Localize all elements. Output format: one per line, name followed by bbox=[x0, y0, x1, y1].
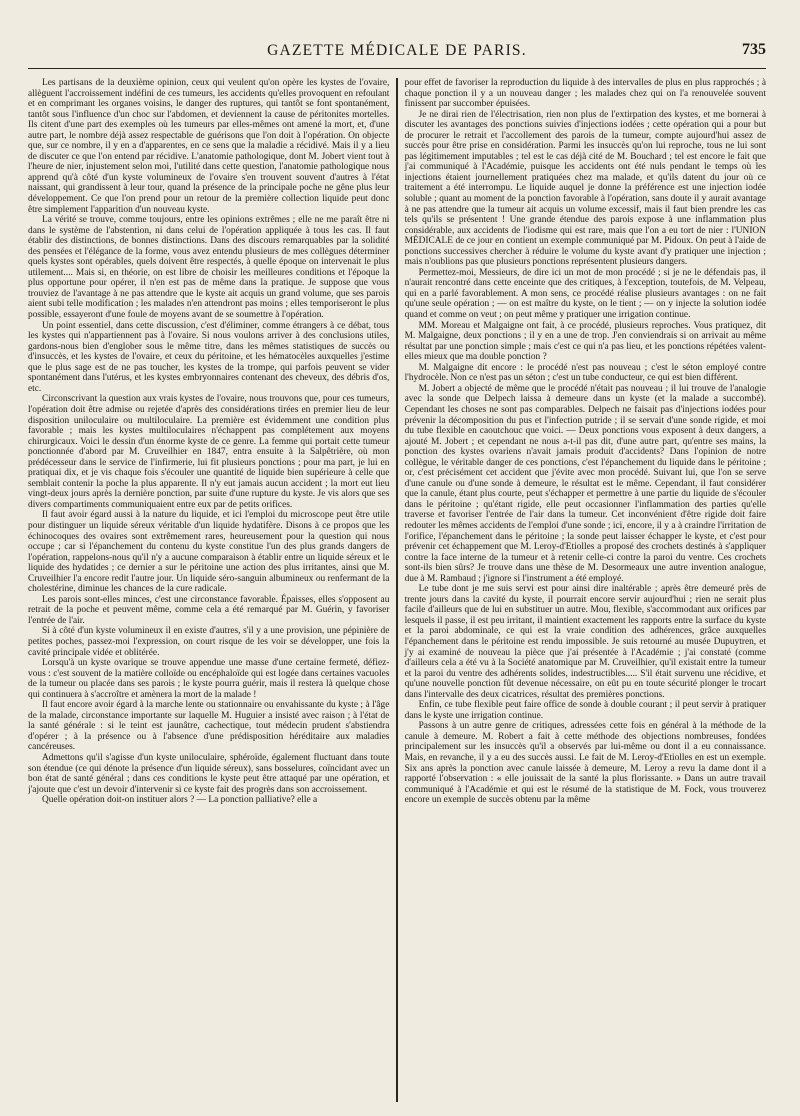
left-column bbox=[28, 78, 396, 1102]
right-column bbox=[398, 78, 766, 1102]
paragraph: M. Jobert a objecté de même que le procédé n'était pas nouveau ; il lui trouve de l'analogie avec la sonde que Delpech laissa à demeure dans un kyste (et la malade a succombé). Cependant les choses ne sont pas comparables. Delpech ne faisait pas d'injections iodées pour prévenir la décomposition du pus et l'infection putride ; il se servait d'une sonde rigide, et moi du tube flexible en caoutchouc que voici. — Deux ponctions vous exposent à deux dangers, a ajouté M. Jobert ; et cependant ne nous a-t-il pas dit, d'une autre part, qu'entre ses mains, la ponction des kystes ovariens n'avait jamais produit d'accidents? Dans l'opinion de notre collègue, le véritable danger de ces ponctions, c'est l'épanchement du liquide dans le péritoine ; or, c'est précisément cet accident que j'évite avec mon procédé. Suivant lui, que l'on se serve d'une canule ou d'une sonde à demeure, le résultat est le même. Cependant, il faut considérer que la canule, étant plus courte, peut s'échapper et permettre à une partie du liquide de s'écouler dans le péritoine ; qu'étant rigide, elle peut occasionner l'inflammation des parties qu'elle traverse et favoriser l'entrée de l'air dans la tumeur. Cet inconvénient d'être rigide doit faire redouter les mêmes accidents de l'emploi d'une sonde ; ici, encore, il y a à craindre l'irritation de l'orifice, l'épanchement dans le péritoine ; la sonde peut laisser échapper le kyste, et c'est pour prévenir cet échappement que M. Leroy-d'Etiolles a proposé des crochets destinés à s'appliquer contre la face interne de la tumeur et à retenir celle-ci contre la paroi du ventre. Ces crochets sont-ils bien sûrs? Je trouve dans une thèse de M. Desormeaux une autre invention analogue, due à M. Rambaud ; j'ignore si l'instrument a été employé. bbox=[404, 383, 766, 584]
paragraph: Passons à un autre genre de critiques, adressées cette fois en général à la méthode de la canule à demeure. M. Robert a fait à cette méthode des objections nombreuses, fondées principalement sur les insuccès qu'il a observés par lui-même ou dont il a eu connaissance. Mais, en revanche, il y a eu des succès aussi. Le fait de M. Leroy-d'Etiolles en est un exemple. Six ans après la ponction avec canule laissée à demeure, M. Leroy a revu la dame dont il a rapporté l'observation : « elle jouissait de la santé la plus florissante. » Dans un autre travail communiqué à l'Académie et qui est le résumé de la statistique de M. Fock, vous trouverez encore un exemple de succès obtenu par la même bbox=[404, 721, 766, 806]
running-title: GAZETTE MÉDICALE DE PARIS. bbox=[267, 42, 527, 59]
page-header bbox=[28, 36, 766, 69]
paragraph: Je ne dirai rien de l'électrisation, rien non plus de l'extirpation des kystes, et me bornerai à discuter les avantages des ponctions suivies d'injections iodées ; cette opération qui a pour but de procurer le retrait et l'accollement des parois de la tumeur, compte aujourd'hui assez de succès pour être prise en considération. Parmi les insuccès qu'on lui reproche, tous ne lui sont pas légitimement imputables ; tel est le cas déjà cité de M. Bouchard ; tel est encore le fait que j'ai communiqué à l'Académie, puisque les accidents ont été nuls pendant le temps où les injections étaient journellement pratiquées chez ma malade, et qu'ils datent du jour où ce traitement a été interrompu. Le liquide auquel je donne la préférence est une injection iodée soluble ; quant au moment de la ponction favorable à l'opération, sans doute il y aurait avantage à ne pas attendre que la tumeur ait acquis un volume excessif, mais il faut bien prendre les cas tels qu'ils se présentent ! Une grande étendue des parois expose à une inflammation plus considérable, aux accidents de l'iodisme qui est rare, mais que l'on a eu tort de nier : l'UNION MÉDICALE de ce jour en contient un exemple communiqué par M. Pidoux. On peut à l'aide de ponctions successives chercher à réduire le volume du kyste avant d'y pratiquer une injection ; mais n'oublions pas que plusieurs ponctions représentent plusieurs dangers. bbox=[404, 109, 766, 268]
paragraph: Lorsqu'à un kyste ovarique se trouve appendue une masse d'une certaine fermeté, défiez-vous : c'est souvent de la matière colloïde ou encéphaloïde qui est logée dans certaines vacuoles de la tumeur ou placée dans ses parois ; le kyste pourra guérir, mais il restera là quelque chose qui continuera à s'accroître et amènera la mort de la malade ! bbox=[28, 658, 390, 700]
paragraph: Quelle opération doit-on instituer alors ? — La ponction palliative? elle a bbox=[42, 795, 318, 806]
paragraph: Il faut encore avoir égard à la marche lente ou stationnaire ou envahissante du kyste ; à l'âge de la malade, circonstance importante sur laquelle M. Huguier a insisté avec raison ; à l'état de la santé générale : si le teint est jaunâtre, cachectique, tout médecin prudent s'abstiendra d'opérer ; à la présence ou à l'absence d'une prédisposition héréditaire aux maladies cancéreuses. bbox=[28, 700, 390, 753]
page-number: 735 bbox=[742, 41, 766, 58]
paragraph: Les partisans de la deuxième opinion, ceux qui veulent qu'on opère les kystes de l'ovaire, allèguent l'accroissement indéfini de ces tumeurs, les accidents qu'elles provoquent en refoulant et en comprimant les organes voisins, le danger des ruptures, qui tantôt se font spontanément, tantôt sous l'influence d'un choc sur l'abdomen, et deviennent la cause de péritonites mortelles. Ils citent d'une part des exemples où les tumeurs par elles-mêmes ont amené la mort, et, d'une autre part, le nombre déjà assez respectable de guérisons que l'on doit à l'opération. On objecte que, sur ce nombre, il y en a d'apparentes, en ce sens que la maladie a récidivé. Mais il y a lieu de discuter ce que l'on entend par récidive. L'anatomie pathologique, dont M. Jobert vient tout à l'heure de nier, injustement selon moi, l'utilité dans cette question, l'anatomie pathologique nous apprend qu'à côté d'un kyste volumineux de l'ovaire s'en trouvent souvent d'autres à l'état naissant, qui grandissent à leur tour, quand la présence de la principale poche ne gêne plus leur développement. Ce que l'on prend pour un retour de la première collection liquide peut donc être simplement l'apparition d'un nouveau kyste. bbox=[28, 78, 390, 215]
text-columns bbox=[28, 78, 766, 1102]
paragraph: Si à côté d'un kyste volumineux il en existe d'autres, s'il y a une provision, une pépinière de petites poches, passez-moi l'expression, on court risque de les voir se développer, une fois la cavité principale vidée et oblitérée. bbox=[28, 626, 390, 658]
paragraph: Admettons qu'il s'agisse d'un kyste uniloculaire, sphéroïde, également fluctuant dans toute son étendue (ce qui dénote la présence d'un liquide séreux), sans bosselures, coïncidant avec un bon état de santé général ; dans ces conditions le kyste peut être attaqué par une opération, et j'ajoute que c'est un devoir d'intervenir si ce kyste fait des progrès dans son accroissement. bbox=[28, 753, 390, 795]
paragraph: Un point essentiel, dans cette discussion, c'est d'éliminer, comme étrangers à ce débat, tous les kystes qui n'appartiennent pas à l'ovaire. Si nous voulons arriver à des conclusions utiles, gardons-nous bien d'englober sous le même titre, dans les mêmes statistiques de succès ou d'insuccès, et les kystes de l'ovaire, et ceux du péritoine, et les hématocèles auxquelles j'estime que le plus sage est de ne pas toucher, les kystes de la trompe, qui parfois peuvent se vider spontanément dans l'utérus, et les kystes embryonnaires contenant des cheveux, des débris d'os, etc. bbox=[28, 320, 390, 394]
paragraph: M. Malgaigne dit encore : le procédé n'est pas nouveau ; c'est le séton employé contre l'hydrocèle. Non ce n'est pas un séton ; c'est un tube conducteur, ce qui est bien différent. bbox=[404, 362, 766, 384]
paragraph: Circonscrivant la question aux vrais kystes de l'ovaire, nous trouvons que, pour ces tumeurs, l'opération doit être admise ou rejetée d'après des considérations tirées en premier lieu de leur disposition uniloculaire ou multiloculaire. La première est évidemment une condition plus favorable ; mais les kystes multiloculaires n'échappent pas complétement aux moyens chirurgicaux. Voici le dessin d'un énorme kyste de ce genre. La femme qui portait cette tumeur ponctionnée d'abord par M. Cruveilhier en 1847, entra ensuite à la Salpêtrière, où mon prédécesseur dans le service de l'infirmerie, lui fit plusieurs ponctions ; pour ma part, je lui en pratiquai dix, et je vis chaque fois s'écouler une quantité de liquide bien supérieure à celle que semblait contenir la poche la plus apparente. Il n'y eut jamais aucun accident ; la mort eut lieu vingt-deux jours après la dernière ponction, par suite d'une rupture du kyste. Je vis alors que ses divers compartiments communiquaient entre eux par de petits orifices. bbox=[28, 394, 390, 510]
paragraph: Les parois sont-elles minces, c'est une circonstance favorable. Épaisses, elles s'opposent au retrait de la poche et peuvent même, comme cela a été remarqué par M. Guérin, y favoriser l'entrée de l'air. bbox=[28, 594, 390, 626]
paragraph: Il faut avoir égard aussi à la nature du liquide, et ici l'emploi du microscope peut être utile pour distinguer un liquide séreux véritable d'un liquide hydatifère. Disons à ce propos que les échinocoques des ovaires sont extrêmement rares, heureusement pour la question qui nous occupe ; car si l'épanchement du contenu du kyste constitue l'un des plus grands dangers de l'opération, rappelons-nous qu'il n'y a aucune comparaison à établir entre un liquide séreux et le liquide des hydatides ; ce dernier a sur le péritoine une action des plus irritantes, ainsi que M. Cruveilhier l'a encore redit l'autre jour. Un liquide séro-sanguin albumineux ou renfermant de la cholestérine, diminue les chances de la cure radicale. bbox=[28, 510, 390, 595]
paragraph: Le tube dont je me suis servi est pour ainsi dire inaltérable ; après être demeuré près de trente jours dans la cavité du kyste, il pourrait encore servir aujourd'hui ; rien ne serait plus facile d'ailleurs que de lui en substituer un autre. Mou, flexible, s'accommodant aux orifices par lesquels il passe, il est peu irritant, il maintient exactement les rapports entre la surface du kyste et la paroi abdominale, ce qui est la vraie condition des adhérences, grâce auxquelles l'épanchement dans le péritoine est rendu impossible. Je suis retourné au musée Dupuytren, et j'y ai examiné de nouveau la pièce que j'ai présentée à l'Académie ; j'ai constaté (comme d'ailleurs cela a été vu à la Société anatomique par M. Cruveilhier, qu'il existait entre la tumeur et la paroi du ventre des adhérents solides, indestructibles..... S'il était survenu une récidive, et qu'une nouvelle ponction fût devenue nécessaire, on eût pu en toute sécurité plonger le trocart dans l'intervalle des deux cicatrices, résultat des premières ponctions. bbox=[404, 584, 766, 700]
paragraph: La vérité se trouve, comme toujours, entre les opinions extrêmes ; elle ne me paraît être ni dans le système de l'abstention, ni dans celui de l'opération appliquée à tous les cas. Il faut établir des distinctions, de bonnes distinctions. Dans des discours remarquables par la solidité des pensées et l'élégance de la forme, vous avez entendu plusieurs de mes collègues déterminer quels kystes sont opérables, quels doivent être respectés, à quelle époque on intervenait le plus utilement.... Mais si, en théorie, on est libre de choisir les meilleures conditions et l'époque la plus opportune pour opérer, il n'en est pas de même dans la pratique. Je suppose que vous trouviez de l'avantage à ne pas attendre que le kyste ait acquis un grand volume, que ses parois aient subi telle modification ; les malades n'en attendront pas moins ; elles temporiseront le plus possible, essayeront d'une foule de moyens avant de se soumettre à l'opération. bbox=[28, 215, 390, 321]
paragraph: Permettez-moi, Messieurs, de dire ici un mot de mon procédé ; si je ne le défendais pas, il n'aurait rencontré dans cette enceinte que des critiques, à l'exception, toutefois, de M. Velpeau, qui en a parlé favorablement. A mon sens, ce procédé réalise plusieurs avantages : on ne fait qu'une seule opération ; — on est maître du kyste, on le tient ; — on y injecte la solution iodée quand et comme on veut ; on peut même y pratiquer une irrigation continue. bbox=[404, 267, 766, 321]
paragraph: Enfin, ce tube flexible peut faire office de sonde à double courant ; il peut servir à pratiquer dans le kyste une irrigation continue. bbox=[404, 700, 766, 721]
paragraph: pour effet de favoriser la reproduction du liquide à des intervalles de plus en plus rapprochés ; à chaque ponction il y a un nouveau danger ; les malades chez qui on l'a renouvelée souvent finissent par succomber épuisées. bbox=[404, 78, 766, 110]
paragraph: MM. Moreau et Malgaigne ont fait, à ce procédé, plusieurs reproches. Vous pratiquez, dit M. Malgaigne, deux ponctions ; il y en a une de trop. J'en conviendrais si on arrivait au même résultat par une ponction simple ; mais c'est ce qui n'a pas lieu, et les ponctions répétées valent-elles mieux que ma double ponction ? bbox=[404, 320, 766, 363]
